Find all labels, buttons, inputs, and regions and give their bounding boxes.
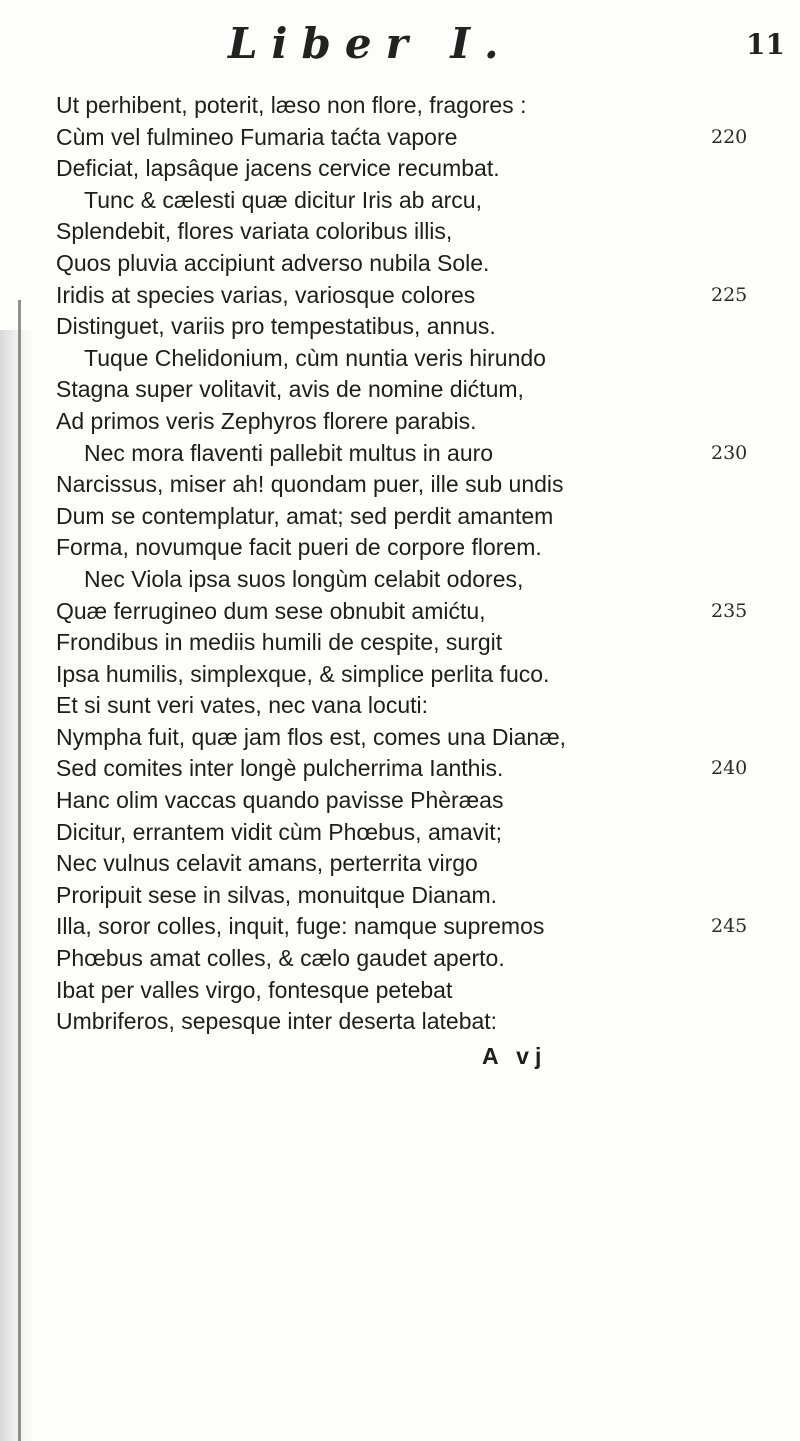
verse-text: Dum se contemplatur, amat; sed perdit amantem	[56, 502, 554, 529]
verse-text: Distinguet, variis pro tempestatibus, annus.	[56, 313, 496, 340]
verse-text: Iridis at species varias, variosque colores	[56, 281, 476, 308]
verse-line	[56, 722, 796, 754]
verse-text: Ibat per valles virgo, fontesque petebat	[56, 976, 453, 1003]
verse-text: Tunc & cælesti quæ dicitur Iris ab arcu,	[84, 186, 482, 213]
verse-text: Ut perhibent, poterit, læso non flore, fragores :	[56, 92, 527, 118]
verse-line	[56, 564, 796, 596]
gutter-edge	[18, 300, 21, 1441]
verse-text: Cùm vel fulmineo Fumaria taćta vapore	[56, 123, 458, 150]
verse-text: Frondibus in mediis humili de cespite, surgit	[56, 629, 503, 656]
verse-line	[56, 975, 796, 1007]
verse-text: Nec Viola ipsa suos longùm celabit odores,	[84, 565, 524, 592]
verse-line	[56, 659, 796, 691]
line-number: 245	[711, 915, 748, 938]
verse-line	[56, 690, 796, 722]
verse-line	[56, 596, 796, 628]
verse-text: Splendebit, flores variata coloribus illis,	[56, 218, 453, 245]
verse-line	[56, 848, 796, 880]
verse-text: Sed comites inter longè pulcherrima Ianthis.	[56, 755, 504, 782]
verse-text: Nec vulnus celavit amans, perterrita virgo	[56, 850, 478, 877]
verse-line	[56, 880, 796, 912]
page-number: 11	[746, 28, 785, 61]
verse-text: Nec mora flaventi pallebit multus in auro	[84, 439, 494, 466]
verse-line	[56, 90, 796, 122]
verse-text: Nympha fuit, quæ jam flos est, comes una Dianæ,	[56, 723, 567, 750]
line-number: 240	[711, 757, 748, 780]
verse-line	[56, 280, 796, 312]
verse-line	[56, 438, 796, 470]
verse-text: Phœbus amat colles, & cælo gaudet aperto.	[56, 945, 505, 972]
verse-line	[56, 469, 796, 501]
page-header	[0, 14, 800, 74]
verse-line	[56, 185, 796, 217]
verse-line	[56, 943, 796, 975]
verse-text: Narcissus, miser ah! quondam puer, ille sub undis	[56, 471, 564, 498]
verse-line	[56, 374, 796, 406]
verse-line	[56, 216, 796, 248]
verse-text: Deficiat, lapsâque jacens cervice recumbat.	[56, 155, 500, 182]
verse-text: Hanc olim vaccas quando pavisse Phèræas	[56, 787, 504, 814]
verse-text: Dicitur, errantem vidit cùm Phœbus, amavit;	[56, 818, 503, 845]
verse-text: Stagna super volitavit, avis de nomine dićtum,	[56, 376, 524, 403]
verse-line	[56, 122, 796, 154]
verse-line	[56, 501, 796, 533]
verse-text: Illa, soror colles, inquit, fuge: namque supremos	[56, 913, 545, 940]
verse-text: Ad primos veris Zephyros florere parabis.	[56, 407, 477, 434]
verse-line	[56, 248, 796, 280]
verse-line	[56, 343, 796, 375]
line-number: 230	[711, 441, 748, 464]
running-title: Liber I.	[228, 19, 513, 68]
verse-line	[56, 627, 796, 659]
verse-text: Ipsa humilis, simplexque, & simplice perlita fuco.	[56, 660, 550, 687]
line-number: 225	[711, 283, 748, 306]
verse-text: Quos pluvia accipiunt adverso nubila Sole.	[56, 249, 490, 276]
verse-text: Tuque Chelidonium, cùm nuntia veris hirundo	[84, 344, 546, 371]
line-number: 220	[711, 125, 748, 148]
verse-text: Quæ ferrugineo dum sese obnubit amićtu,	[56, 597, 486, 624]
verse-text: Proripuit sese in silvas, monuitque Dianam.	[56, 881, 498, 908]
verse-text: Umbriferos, sepesque inter deserta latebat:	[56, 1008, 498, 1035]
signature-mark: A vj	[482, 1043, 548, 1069]
gutter-shadow	[0, 330, 34, 1441]
verse-line	[56, 753, 796, 785]
verse-line	[56, 817, 796, 849]
verse-line	[56, 532, 796, 564]
verse-text: Et si sunt veri vates, nec vana locuti:	[56, 692, 429, 719]
verse-line	[56, 153, 796, 185]
verse-text: Forma, novumque facit pueri de corpore florem.	[56, 534, 542, 561]
line-number: 235	[711, 599, 748, 622]
poem-body	[56, 90, 796, 1038]
verse-line	[56, 406, 796, 438]
verse-line	[56, 785, 796, 817]
verse-line	[56, 1006, 796, 1038]
verse-line	[56, 911, 796, 943]
verse-line	[56, 311, 796, 343]
